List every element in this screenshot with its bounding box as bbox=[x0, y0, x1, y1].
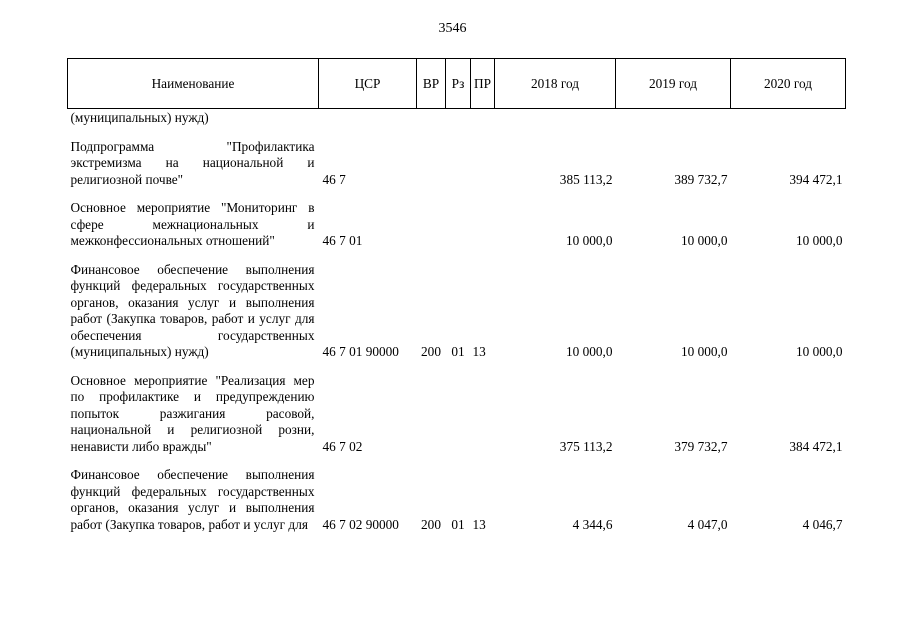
budget-table bbox=[67, 58, 846, 533]
row-pr bbox=[471, 188, 495, 250]
row-vr: 200 bbox=[421, 516, 441, 532]
header-pr: ПР bbox=[471, 59, 495, 109]
table-row bbox=[68, 250, 846, 361]
row-vr bbox=[417, 127, 446, 189]
row-name: Подпрограмма "Профилактика экстремизма на национальной и религиозной почве" bbox=[70, 138, 315, 187]
row-pr bbox=[471, 127, 495, 189]
row-pr: 13 bbox=[472, 344, 486, 359]
header-rz: Рз bbox=[446, 59, 471, 109]
header-2020: 2020 год bbox=[731, 59, 846, 109]
row-rz bbox=[446, 109, 471, 127]
row-name: Основное мероприятие "Мониторинг в сфере межнациональных и межконфессиональных отношений" bbox=[70, 200, 315, 248]
row-csr: 46 7 01 90000 bbox=[322, 344, 399, 359]
row-2020 bbox=[731, 109, 846, 127]
row-2019: 389 732,7 bbox=[674, 171, 728, 187]
table-row bbox=[68, 361, 846, 456]
row-rz bbox=[446, 361, 471, 456]
table-row bbox=[68, 127, 846, 189]
row-rz: 01 bbox=[451, 516, 465, 532]
row-pr: 13 bbox=[472, 516, 486, 532]
row-2019: 10 000,0 bbox=[680, 233, 728, 248]
row-2019: 10 000,0 bbox=[680, 344, 728, 359]
row-csr: 46 7 02 90000 bbox=[322, 516, 399, 532]
row-2019: 379 732,7 bbox=[674, 438, 728, 454]
table-row bbox=[68, 109, 846, 127]
header-2019: 2019 год bbox=[616, 59, 731, 109]
row-name: Основное мероприятие "Реализация мер по профилактике и предупреждению попыток разжигания расовой, национальной и религиозной розни, ненависти либо вражды" bbox=[70, 372, 315, 454]
table-header bbox=[68, 59, 846, 109]
header-name: Наименование bbox=[68, 59, 319, 109]
row-csr: 46 7 02 bbox=[322, 438, 363, 454]
row-csr: 46 7 01 bbox=[322, 233, 363, 248]
row-2019 bbox=[616, 109, 731, 127]
row-2020: 4 046,7 bbox=[802, 516, 843, 532]
row-2020: 10 000,0 bbox=[795, 344, 843, 359]
table-row bbox=[68, 188, 846, 250]
row-vr bbox=[417, 361, 446, 456]
row-2020: 10 000,0 bbox=[795, 233, 843, 248]
row-2018: 385 113,2 bbox=[559, 171, 613, 187]
row-rz bbox=[446, 127, 471, 189]
header-csr: ЦСР bbox=[319, 59, 417, 109]
row-name: Финансовое обеспечение выполнения функций федеральных государственных органов, оказания услуг и выполнения работ (Закупка товаров, работ и услуг для обеспечения государственных (муниципальных) нужд) bbox=[70, 261, 315, 359]
row-rz bbox=[446, 188, 471, 250]
row-vr bbox=[417, 109, 446, 127]
row-2018 bbox=[495, 109, 616, 127]
row-name: (муниципальных) нужд) bbox=[70, 110, 209, 125]
row-rz: 01 bbox=[451, 344, 465, 359]
header-2018: 2018 год bbox=[495, 59, 616, 109]
row-2020: 384 472,1 bbox=[789, 438, 843, 454]
row-2018: 10 000,0 bbox=[565, 344, 613, 359]
row-2019: 4 047,0 bbox=[687, 516, 728, 532]
row-csr bbox=[319, 109, 417, 127]
row-csr: 46 7 bbox=[322, 171, 346, 187]
table-body bbox=[68, 109, 846, 534]
row-2018: 10 000,0 bbox=[565, 233, 613, 248]
page-number: 3546 bbox=[438, 21, 467, 36]
row-vr bbox=[417, 188, 446, 250]
table-row bbox=[68, 455, 846, 533]
header-vr: ВР bbox=[417, 59, 446, 109]
row-pr bbox=[471, 361, 495, 456]
row-vr: 200 bbox=[421, 344, 441, 359]
row-pr bbox=[471, 109, 495, 127]
row-2020: 394 472,1 bbox=[789, 171, 843, 187]
row-name: Финансовое обеспечение выполнения функций федеральных государственных органов, оказания услуг и выполнения работ (Закупка товаров, работ и услуг для bbox=[70, 467, 315, 532]
row-2018: 4 344,6 bbox=[572, 516, 613, 532]
row-2018: 375 113,2 bbox=[559, 438, 613, 454]
